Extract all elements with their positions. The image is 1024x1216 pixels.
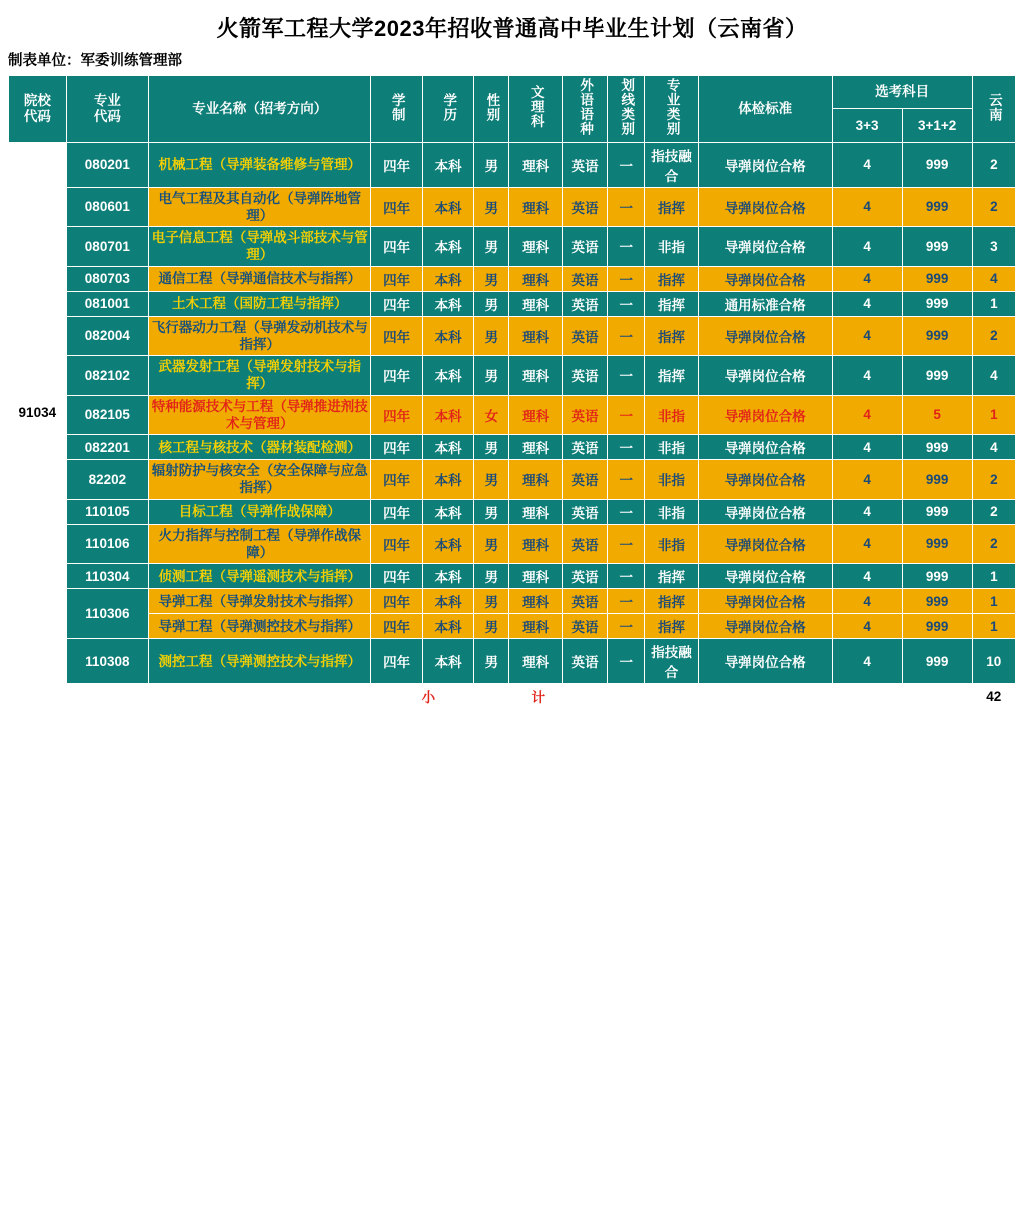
- subject-cell: 理科: [509, 460, 563, 500]
- major-code-cell: 82202: [66, 460, 148, 500]
- province-quota-cell: 10: [972, 639, 1015, 684]
- schooling-cell: 四年: [371, 266, 422, 291]
- header-elective-312: 3+1+2: [902, 109, 972, 142]
- schooling-cell: 四年: [371, 524, 422, 564]
- physical-standard-cell: 通用标准合格: [698, 291, 832, 316]
- major-code-cell: 110306: [66, 589, 148, 639]
- elective-312-cell: 999: [902, 524, 972, 564]
- elective-33-cell: 4: [832, 142, 902, 187]
- gender-cell: 男: [474, 499, 509, 524]
- degree-cell: 本科: [422, 524, 473, 564]
- subject-cell: 理科: [509, 589, 563, 614]
- elective-33-cell: 4: [832, 227, 902, 267]
- table-row: [9, 499, 1016, 524]
- degree-cell: 本科: [422, 266, 473, 291]
- elective-312-cell: 999: [902, 564, 972, 589]
- schooling-cell: 四年: [371, 614, 422, 639]
- schooling-cell: 四年: [371, 589, 422, 614]
- language-cell: 英语: [562, 266, 607, 291]
- gender-cell: 男: [474, 316, 509, 356]
- major-type-cell: 指挥: [645, 291, 699, 316]
- elective-33-cell: 4: [832, 356, 902, 396]
- province-quota-cell: 1: [972, 291, 1015, 316]
- table-row: [9, 395, 1016, 435]
- document-subtitle: 制表单位：军委训练管理部: [8, 53, 182, 69]
- language-cell: 英语: [562, 524, 607, 564]
- province-quota-cell: 2: [972, 460, 1015, 500]
- elective-312-cell: 999: [902, 460, 972, 500]
- province-quota-cell: 2: [972, 524, 1015, 564]
- elective-33-cell: 4: [832, 187, 902, 227]
- major-code-cell: 080701: [66, 227, 148, 267]
- gender-cell: 男: [474, 614, 509, 639]
- table-row: [9, 291, 1016, 316]
- major-name-cell: 电气工程及其自动化（导弹阵地管理）: [149, 187, 371, 227]
- header-line-type-text: 划线类别: [619, 78, 635, 136]
- major-type-cell: 指挥: [645, 614, 699, 639]
- language-cell: 英语: [562, 316, 607, 356]
- elective-33-cell: 4: [832, 291, 902, 316]
- major-type-cell: 指挥: [645, 356, 699, 396]
- language-cell: 英语: [562, 639, 607, 684]
- gender-cell: 男: [474, 460, 509, 500]
- major-type-cell: 非指: [645, 524, 699, 564]
- degree-cell: 本科: [422, 589, 473, 614]
- province-quota-cell: 2: [972, 316, 1015, 356]
- physical-standard-cell: 导弹岗位合格: [698, 266, 832, 291]
- line-type-cell: 一: [608, 291, 645, 316]
- province-quota-cell: 1: [972, 564, 1015, 589]
- province-quota-cell: 1: [972, 614, 1015, 639]
- footer-row: [9, 684, 1016, 709]
- line-type-cell: 一: [608, 266, 645, 291]
- gender-cell: 男: [474, 639, 509, 684]
- gender-cell: 男: [474, 564, 509, 589]
- degree-cell: 本科: [422, 564, 473, 589]
- gender-cell: 男: [474, 142, 509, 187]
- table-row: [9, 227, 1016, 267]
- major-name-cell: 目标工程（导弹作战保障）: [149, 499, 371, 524]
- major-type-cell: 非指: [645, 227, 699, 267]
- province-quota-cell: 2: [972, 142, 1015, 187]
- table-row: [9, 460, 1016, 500]
- major-name-cell: 测控工程（导弹测控技术与指挥）: [149, 639, 371, 684]
- header-language: [562, 76, 607, 143]
- schooling-cell: 四年: [371, 564, 422, 589]
- degree-cell: 本科: [422, 316, 473, 356]
- major-name-cell: 辐射防护与核安全（安全保障与应急指挥）: [149, 460, 371, 500]
- major-code-cell: 082004: [66, 316, 148, 356]
- line-type-cell: 一: [608, 564, 645, 589]
- elective-312-cell: 999: [902, 435, 972, 460]
- table-row: [9, 142, 1016, 187]
- degree-cell: 本科: [422, 142, 473, 187]
- line-type-cell: 一: [608, 356, 645, 396]
- physical-standard-cell: 导弹岗位合格: [698, 435, 832, 460]
- elective-312-cell: 999: [902, 227, 972, 267]
- line-type-cell: 一: [608, 524, 645, 564]
- schooling-cell: 四年: [371, 499, 422, 524]
- elective-33-cell: 4: [832, 564, 902, 589]
- degree-cell: 本科: [422, 435, 473, 460]
- major-name-cell: 火力指挥与控制工程（导弹作战保障）: [149, 524, 371, 564]
- table-header: [9, 76, 1016, 143]
- header-subject: [509, 76, 563, 143]
- major-code-cell: 110308: [66, 639, 148, 684]
- line-type-cell: 一: [608, 639, 645, 684]
- schooling-cell: 四年: [371, 395, 422, 435]
- province-quota-cell: 1: [972, 395, 1015, 435]
- major-code-cell: 080601: [66, 187, 148, 227]
- subject-cell: 理科: [509, 395, 563, 435]
- subject-cell: 理科: [509, 499, 563, 524]
- major-code-cell: 110106: [66, 524, 148, 564]
- major-name-cell: 特种能源技术与工程（导弹推进剂技术与管理）: [149, 395, 371, 435]
- physical-standard-cell: 导弹岗位合格: [698, 460, 832, 500]
- major-name-cell: 武器发射工程（导弹发射技术与指挥）: [149, 356, 371, 396]
- line-type-cell: 一: [608, 187, 645, 227]
- major-name-cell: 侦测工程（导弹遥测技术与指挥）: [149, 564, 371, 589]
- elective-33-cell: 4: [832, 639, 902, 684]
- elective-33-cell: 4: [832, 524, 902, 564]
- elective-33-cell: 4: [832, 316, 902, 356]
- header-elective-33: 3+3: [832, 109, 902, 142]
- school-code-cell: 91034: [9, 142, 67, 684]
- line-type-cell: 一: [608, 614, 645, 639]
- province-quota-cell: 4: [972, 356, 1015, 396]
- province-quota-cell: 2: [972, 187, 1015, 227]
- major-name-cell: 核工程与核技术（器材装配检测）: [149, 435, 371, 460]
- table-row: [9, 524, 1016, 564]
- header-major-code-line2: 代码: [93, 108, 121, 124]
- line-type-cell: 一: [608, 589, 645, 614]
- header-gender-text: 性别: [484, 92, 500, 122]
- major-code-cell: 080703: [66, 266, 148, 291]
- elective-312-cell: 999: [902, 291, 972, 316]
- physical-standard-cell: 导弹岗位合格: [698, 356, 832, 396]
- elective-33-cell: 4: [832, 266, 902, 291]
- physical-standard-cell: 导弹岗位合格: [698, 614, 832, 639]
- province-quota-cell: 1: [972, 589, 1015, 614]
- language-cell: 英语: [562, 395, 607, 435]
- header-major-code-line1: 专业: [93, 93, 121, 109]
- physical-standard-cell: 导弹岗位合格: [698, 227, 832, 267]
- physical-standard-cell: 导弹岗位合格: [698, 316, 832, 356]
- enrollment-plan-table: [8, 75, 1016, 709]
- line-type-cell: 一: [608, 435, 645, 460]
- header-major-code: [66, 76, 148, 143]
- elective-312-cell: 999: [902, 142, 972, 187]
- degree-cell: 本科: [422, 614, 473, 639]
- degree-cell: 本科: [422, 187, 473, 227]
- physical-standard-cell: 导弹岗位合格: [698, 589, 832, 614]
- elective-33-cell: 4: [832, 589, 902, 614]
- table-row: [9, 187, 1016, 227]
- header-schooling-text: 学制: [389, 92, 405, 122]
- degree-cell: 本科: [422, 356, 473, 396]
- schooling-cell: 四年: [371, 227, 422, 267]
- header-line-type: [608, 76, 645, 143]
- header-row-1: [9, 76, 1016, 109]
- line-type-cell: 一: [608, 395, 645, 435]
- header-elective-group: 选考科目: [832, 76, 972, 109]
- language-cell: 英语: [562, 460, 607, 500]
- major-code-cell: 081001: [66, 291, 148, 316]
- major-name-cell: 通信工程（导弹通信技术与指挥）: [149, 266, 371, 291]
- language-cell: 英语: [562, 435, 607, 460]
- header-degree-text: 学历: [441, 92, 457, 122]
- footer-total-label: 小 计: [9, 684, 973, 709]
- table-row: [9, 589, 1016, 614]
- page-title: 火箭军工程大学2023年招收普通高中毕业生计划（云南省）: [216, 16, 808, 41]
- header-school-code-line2: 代码: [23, 108, 51, 124]
- major-type-cell: 指挥: [645, 564, 699, 589]
- subject-cell: 理科: [509, 266, 563, 291]
- gender-cell: 男: [474, 266, 509, 291]
- major-type-cell: 指挥: [645, 266, 699, 291]
- schooling-cell: 四年: [371, 435, 422, 460]
- header-physical: 体检标准: [698, 76, 832, 143]
- degree-cell: 本科: [422, 499, 473, 524]
- schooling-cell: 四年: [371, 142, 422, 187]
- physical-standard-cell: 导弹岗位合格: [698, 639, 832, 684]
- major-name-cell: 飞行器动力工程（导弹发动机技术与指挥）: [149, 316, 371, 356]
- physical-standard-cell: 导弹岗位合格: [698, 142, 832, 187]
- table-row: [9, 316, 1016, 356]
- major-type-cell: 非指: [645, 499, 699, 524]
- elective-312-cell: 999: [902, 266, 972, 291]
- table-footer: [9, 684, 1016, 709]
- table-row: [9, 639, 1016, 684]
- major-code-cell: 080201: [66, 142, 148, 187]
- elective-33-cell: 4: [832, 460, 902, 500]
- elective-33-cell: 4: [832, 614, 902, 639]
- elective-312-cell: 999: [902, 639, 972, 684]
- table-row: [9, 435, 1016, 460]
- physical-standard-cell: 导弹岗位合格: [698, 564, 832, 589]
- schooling-cell: 四年: [371, 460, 422, 500]
- line-type-cell: 一: [608, 460, 645, 500]
- schooling-cell: 四年: [371, 291, 422, 316]
- physical-standard-cell: 导弹岗位合格: [698, 187, 832, 227]
- header-language-text: 外语语种: [578, 78, 594, 136]
- major-name-cell: 导弹工程（导弹测控技术与指挥）: [149, 614, 371, 639]
- province-quota-cell: 3: [972, 227, 1015, 267]
- subject-cell: 理科: [509, 142, 563, 187]
- language-cell: 英语: [562, 187, 607, 227]
- major-type-cell: 指技融合: [645, 142, 699, 187]
- header-province: [972, 76, 1015, 143]
- degree-cell: 本科: [422, 227, 473, 267]
- language-cell: 英语: [562, 227, 607, 267]
- schooling-cell: 四年: [371, 316, 422, 356]
- major-code-cell: 110304: [66, 564, 148, 589]
- subject-cell: 理科: [509, 316, 563, 356]
- major-name-cell: 电子信息工程（导弹战斗部技术与管理）: [149, 227, 371, 267]
- language-cell: 英语: [562, 142, 607, 187]
- degree-cell: 本科: [422, 291, 473, 316]
- major-type-cell: 指挥: [645, 589, 699, 614]
- subject-cell: 理科: [509, 639, 563, 684]
- physical-standard-cell: 导弹岗位合格: [698, 524, 832, 564]
- table-row: [9, 356, 1016, 396]
- header-province-text: 云南: [986, 92, 1002, 122]
- line-type-cell: 一: [608, 316, 645, 356]
- degree-cell: 本科: [422, 395, 473, 435]
- elective-33-cell: 4: [832, 499, 902, 524]
- footer-total-value: 42: [972, 684, 1015, 709]
- language-cell: 英语: [562, 499, 607, 524]
- header-school-code: [9, 76, 67, 143]
- elective-312-cell: 999: [902, 356, 972, 396]
- elective-312-cell: 999: [902, 589, 972, 614]
- table-row: [9, 266, 1016, 291]
- degree-cell: 本科: [422, 639, 473, 684]
- header-major-name: 专业名称（招考方向）: [149, 76, 371, 143]
- subject-cell: 理科: [509, 187, 563, 227]
- subject-cell: 理科: [509, 614, 563, 639]
- line-type-cell: 一: [608, 142, 645, 187]
- language-cell: 英语: [562, 356, 607, 396]
- subject-cell: 理科: [509, 564, 563, 589]
- degree-cell: 本科: [422, 460, 473, 500]
- language-cell: 英语: [562, 614, 607, 639]
- subject-cell: 理科: [509, 291, 563, 316]
- elective-312-cell: 999: [902, 499, 972, 524]
- province-quota-cell: 4: [972, 266, 1015, 291]
- header-schooling: [371, 76, 422, 143]
- major-code-cell: 082105: [66, 395, 148, 435]
- schooling-cell: 四年: [371, 356, 422, 396]
- gender-cell: 女: [474, 395, 509, 435]
- subject-cell: 理科: [509, 524, 563, 564]
- header-major-type: [645, 76, 699, 143]
- gender-cell: 男: [474, 291, 509, 316]
- header-degree: [422, 76, 473, 143]
- major-type-cell: 非指: [645, 435, 699, 460]
- header-school-code-line1: 院校: [23, 93, 51, 109]
- header-subject-text: 文理科: [528, 85, 544, 129]
- elective-312-cell: 5: [902, 395, 972, 435]
- elective-312-cell: 999: [902, 187, 972, 227]
- major-name-cell: 机械工程（导弹装备维修与管理）: [149, 142, 371, 187]
- elective-312-cell: 999: [902, 316, 972, 356]
- major-type-cell: 指技融合: [645, 639, 699, 684]
- subject-cell: 理科: [509, 356, 563, 396]
- major-code-cell: 082102: [66, 356, 148, 396]
- major-name-cell: 导弹工程（导弹发射技术与指挥）: [149, 589, 371, 614]
- elective-312-cell: 999: [902, 614, 972, 639]
- table-row: [9, 564, 1016, 589]
- gender-cell: 男: [474, 435, 509, 460]
- gender-cell: 男: [474, 187, 509, 227]
- gender-cell: 男: [474, 589, 509, 614]
- major-type-cell: 非指: [645, 395, 699, 435]
- subject-cell: 理科: [509, 435, 563, 460]
- elective-33-cell: 4: [832, 435, 902, 460]
- language-cell: 英语: [562, 291, 607, 316]
- major-code-cell: 110105: [66, 499, 148, 524]
- line-type-cell: 一: [608, 499, 645, 524]
- major-type-cell: 非指: [645, 460, 699, 500]
- physical-standard-cell: 导弹岗位合格: [698, 499, 832, 524]
- major-type-cell: 指挥: [645, 187, 699, 227]
- elective-33-cell: 4: [832, 395, 902, 435]
- schooling-cell: 四年: [371, 187, 422, 227]
- table-body: [9, 142, 1016, 684]
- major-code-cell: 082201: [66, 435, 148, 460]
- schooling-cell: 四年: [371, 639, 422, 684]
- major-name-cell: 土木工程（国防工程与指挥）: [149, 291, 371, 316]
- province-quota-cell: 4: [972, 435, 1015, 460]
- physical-standard-cell: 导弹岗位合格: [698, 395, 832, 435]
- province-quota-cell: 2: [972, 499, 1015, 524]
- line-type-cell: 一: [608, 227, 645, 267]
- header-gender: [474, 76, 509, 143]
- gender-cell: 男: [474, 227, 509, 267]
- gender-cell: 男: [474, 356, 509, 396]
- table-row: [9, 614, 1016, 639]
- language-cell: 英语: [562, 589, 607, 614]
- language-cell: 英语: [562, 564, 607, 589]
- major-type-cell: 指挥: [645, 316, 699, 356]
- subject-cell: 理科: [509, 227, 563, 267]
- gender-cell: 男: [474, 524, 509, 564]
- header-major-type-text: 专业类别: [664, 78, 680, 136]
